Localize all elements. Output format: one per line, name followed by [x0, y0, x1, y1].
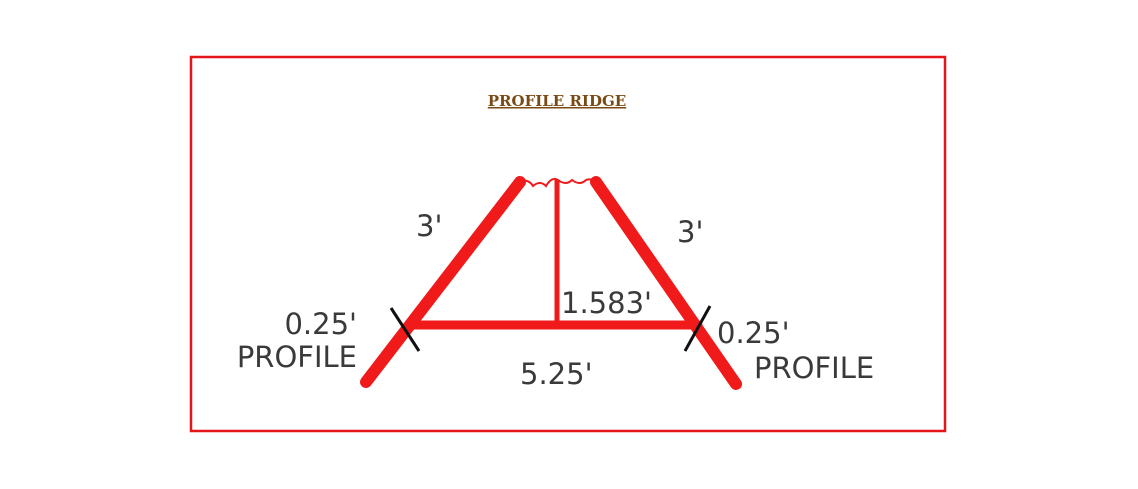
left-profile-word-label: PROFILE [236, 340, 357, 374]
height-label: 1.583' [561, 286, 652, 320]
right-profile-dim-label: 0.25' [717, 316, 790, 350]
base-label: 5.25' [520, 357, 593, 391]
right-slope-label: 3' [677, 215, 704, 249]
right-profile-word-label: PROFILE [754, 351, 875, 385]
left-slope-member [366, 182, 520, 382]
right-slope-member [596, 182, 736, 384]
diagram-title: PROFILE RIDGE [487, 92, 627, 110]
left-profile-dim-label: 0.25' [284, 307, 357, 341]
left-slope-label: 3' [416, 209, 443, 243]
